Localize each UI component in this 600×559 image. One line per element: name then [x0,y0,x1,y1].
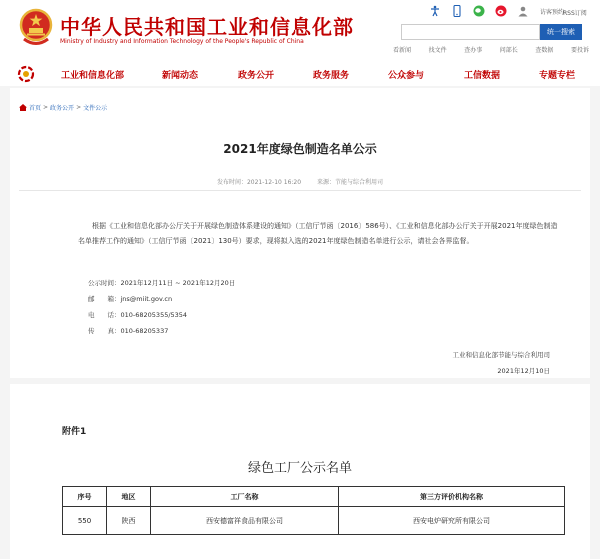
breadcrumb-separator: > [76,104,82,111]
quick-link-news[interactable]: 看新闻 [393,47,412,54]
cell-number: 550 [63,507,107,535]
search-input[interactable] [401,24,540,40]
national-emblem-icon[interactable] [18,8,54,48]
nav-item-government-services[interactable]: 政务服务 [313,71,350,81]
publish-time: 发布时间：2021-12-10 16:20 [216,179,302,186]
breadcrumb-file-notice[interactable]: 文件公示 [83,105,108,112]
signature-date: 2021年12月10日 [497,367,550,375]
article-source: 来源：节能与综合利用司 [316,179,383,186]
divider [19,190,581,191]
attachment-panel [10,384,590,559]
top-toolbar [428,3,564,19]
nav-item-news[interactable]: 新闻动态 [162,71,199,81]
contact-email: 邮 箱：jns@miit.gov.cn [88,295,173,303]
site-title-english: Ministry of Industry and Information Technology of the People's Republic of China [60,38,304,45]
quick-link-files[interactable]: 找文件 [428,47,447,54]
search-button[interactable]: 统一搜索 [540,24,582,40]
article-title: 2021年度绿色制造名单公示 [223,142,377,156]
nav-item-data[interactable]: 工信数据 [464,71,501,81]
article-panel [10,88,590,378]
mobile-icon[interactable] [450,4,464,18]
wechat-icon[interactable] [472,4,486,18]
nav-item-government-affairs[interactable]: 政务公开 [238,71,275,81]
weibo-icon[interactable] [494,4,508,18]
quick-link-complaint[interactable]: 要投诉 [570,47,589,54]
breadcrumb-separator: > [43,104,49,111]
rss-link[interactable]: RSS订阅 [563,10,587,17]
table-header-row [63,487,565,507]
notice-period: 公示时间：2021年12月11日 ~ 2021年12月20日 [88,279,236,287]
contact-phone: 电 话：010-68205355/5354 [88,311,188,319]
visitor-link[interactable]: 访客预约 [540,8,565,16]
breadcrumb [19,103,107,112]
cell-region: 陕西 [107,507,151,535]
site-header [0,0,600,62]
column-header-region: 地区 [107,487,151,507]
quick-links [393,45,589,54]
cell-evaluator: 西安电炉研究所有限公司 [339,507,565,535]
column-header-factory: 工厂名称 [151,487,339,507]
home-icon [19,104,27,111]
accessibility-icon[interactable] [428,4,442,18]
table-row [63,507,565,535]
attachment-label: 附件1 [62,427,87,437]
nav-item-ministry[interactable]: 工业和信息化部 [61,71,125,81]
green-factory-table [62,486,565,535]
ministry-logo-icon[interactable] [17,65,35,83]
breadcrumb-home[interactable]: 首页 [29,105,42,112]
main-nav [0,62,600,86]
column-header-evaluator: 第三方评价机构名称 [339,487,565,507]
column-header-number: 序号 [63,487,107,507]
quick-link-ask-minister[interactable]: 问部长 [499,47,518,54]
breadcrumb-government-affairs[interactable]: 政务公开 [50,105,75,112]
contact-fax: 传 真：010-68205337 [88,327,169,335]
signature-department: 工业和信息化部节能与综合利用司 [452,351,550,359]
nav-item-public-participation[interactable]: 公众参与 [388,71,425,81]
attachment-title: 绿色工厂公示名单 [247,461,352,476]
quick-link-services[interactable]: 查办事 [464,47,483,54]
cell-factory: 西安德富祥食品有限公司 [151,507,339,535]
quick-link-data[interactable]: 查数据 [535,47,554,54]
visitor-icon[interactable] [516,4,530,18]
article-meta [10,177,590,186]
nav-item-special-topics[interactable]: 专题专栏 [539,71,576,81]
site-title: 中华人民共和国工业和信息化部 [60,15,354,39]
article-body: 根据《工业和信息化部办公厅关于开展绿色制造体系建设的通知》（工信厅节函〔2016〕586号）、《工业和信息化部办公厅关于开展2021年度绿色制造名单推荐工作的通知》（工信厅节函〔2021〕130号）要求，现将拟入选的2021年度绿色制造名单进行公示，请社会各界监督。 [78,222,558,245]
